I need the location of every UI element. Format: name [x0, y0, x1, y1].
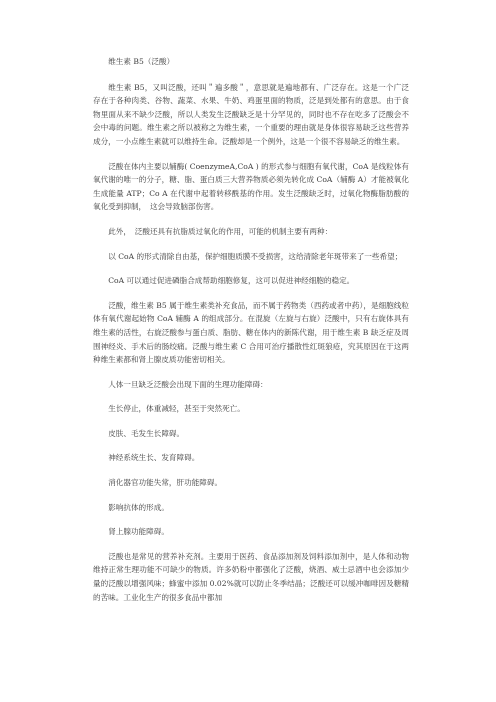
- paragraph-mechanism-1: 以 CoA 的形式清除自由基，保护细胞质膜不受损害，这给清除老年斑带来了一些希望；: [108, 251, 403, 261]
- paragraph-intro: 维生素 B5，又叫泛酸，还叫＂遍多酸＂，意思就是遍地都有、广泛存在。这是一个广泛存在于各种肉类、谷物、蔬菜、水果、牛奶、鸡蛋里面的物质，泛是到处都有的意思。由于食物里面从来不缺少泛酸，所以人类发生泛酸缺乏是十分罕见的，同时也不存在吃多了泛酸会不会中毒的问题。维生素之所以被称之为维生素，一个重要的理由就是身体很容易缺乏这些营养成分，一小点维生素就可以维持生命。泛酸却是一个例外，这是一个很不容易缺乏的维生素。: [93, 82, 409, 146]
- paragraph-mechanism-2: CoA 可以通过促进磷脂合成帮助细胞修复，这可以促进神经细胞的稳定。: [108, 276, 355, 286]
- deficiency-item-growth: 生长停止，体重减轻，甚至于突然死亡。: [108, 404, 245, 414]
- paragraph-antioxidant: 此外， 泛酸还具有抗脂质过氧化的作用，可能的机制主要有两种：: [108, 226, 333, 236]
- document-title: 维生素 B5（泛酸）: [108, 57, 175, 66]
- deficiency-item-adrenal: 肾上腺功能障碍。: [108, 527, 169, 537]
- paragraph-supplement: 泛酸也是常见的营养补充剂。主要用于医药、食品添加剂及饲料添加剂中，是人体和动物维持正常生理功能不可缺少的物质。许多奶粉中都强化了泛酸，烧酒、威士忌酒中也会添加少量的泛酸以增强风味；蜂蜜中添加 0.02%就可以防止冬季结晶；泛酸还可以缓冲咖啡因及糖精的苦味。工业化生产的很多食品中都加: [93, 551, 409, 602]
- paragraph-coenzyme-a: 泛酸在体内主要以辅酶( CoenzymeA,CoA ) 的形式参与细胞有氧代谢，CoA 是线粒体有氧代谢的唯一的分子，糖、脂、蛋白质三大营养物质必须先转化成 CoA（辅酶 A）才能被氧化生成能量 ATP；Co A 在代谢中起着转移酰基的作用。发生泛酸缺乏时，过氧化物酶脂肪酸的氧化受到抑制， 这会导致脑部伤害。: [93, 161, 409, 212]
- deficiency-item-nervous-system: 神经系统生长、发育障碍。: [108, 453, 200, 463]
- deficiency-item-digestive: 消化器官功能失常，肝功能障碍。: [108, 478, 223, 488]
- deficiency-item-skin-hair: 皮肤、毛发生长障碍。: [108, 428, 185, 438]
- paragraph-deficiency-intro: 人体一旦缺乏泛酸会出现下面的生理功能障碍：: [108, 379, 268, 389]
- deficiency-item-antibody: 影响抗体的形成。: [108, 502, 169, 512]
- paragraph-vitamin-b5-class: 泛酸，维生素 B5 属于维生素类补充食品，而不属于药物类（西药或者中药），是细胞线粒体有氧代谢起始物 CoA 辅酶 A 的组成部分。在混旋（左旋与右旋）泛酸中，只有右旋体具有维生素的活性，右旋泛酸参与蛋白质、脂肪、糖在体内的新陈代谢，用于维生素 B 缺乏症及周围神经炎、手术后的肠绞痛。泛酸与维生素 C 合用可治疗播散性红斑狼疮，究其原因在于这两种维生素都和肾上腺皮质功能密切相关。: [93, 300, 409, 365]
- document-body: [93, 55, 409, 604]
